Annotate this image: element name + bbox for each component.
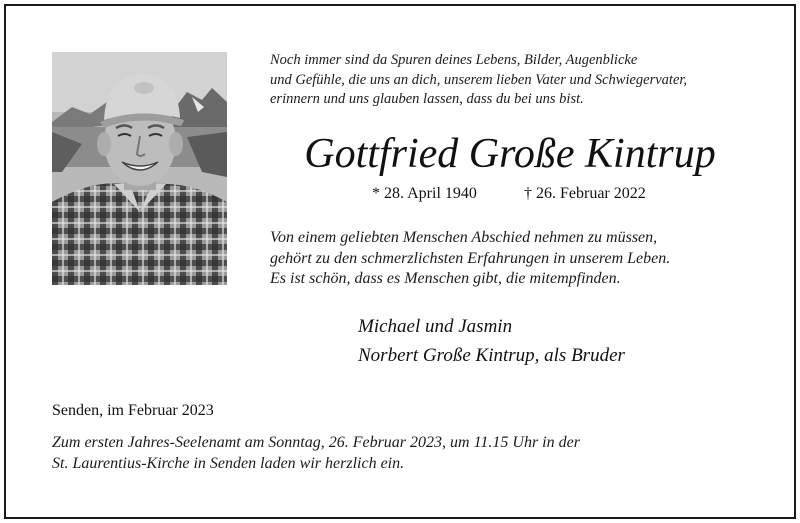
verse-line: Noch immer sind da Spuren deines Lebens, Bilder, Augenblicke [270, 52, 638, 68]
mourner-name: Michael und Jasmin [358, 316, 513, 337]
quote-line: Es ist schön, dass es Menschen gibt, die mitempfinden. [270, 270, 621, 287]
quote-line: Von einem geliebten Menschen Abschied nehmen zu müssen, [270, 229, 658, 246]
quote-line: gehört zu den schmerzlichsten Erfahrungen in unserem Leben. [270, 249, 671, 267]
deceased-name: Gottfried Große Kintrup [304, 131, 716, 177]
mourner-name: Norbert Große Kintrup, als Bruder [358, 345, 625, 366]
death-date: † 26. Februar 2022 [524, 185, 646, 202]
place-date: Senden, im Februar 2023 [52, 402, 214, 419]
memorial-service-notice [52, 433, 772, 474]
verse-line: und Gefühle, die uns an dich, unserem lieben Vater und Schwiegervater, [270, 71, 688, 88]
verse-line: erinnern und uns glauben lassen, dass du bei uns bist. [270, 91, 584, 107]
notice-line: St. Laurentius-Kirche in Senden laden wir herzlich ein. [52, 454, 405, 472]
birth-date: * 28. April 1940 [372, 185, 477, 202]
verse [270, 51, 770, 110]
portrait-photo [52, 52, 227, 285]
quote [270, 228, 780, 290]
mourners-list [358, 312, 778, 370]
notice-line: Zum ersten Jahres-Seelenamt am Sonntag, 26. Februar 2023, um 11.15 Uhr in der [52, 434, 580, 451]
